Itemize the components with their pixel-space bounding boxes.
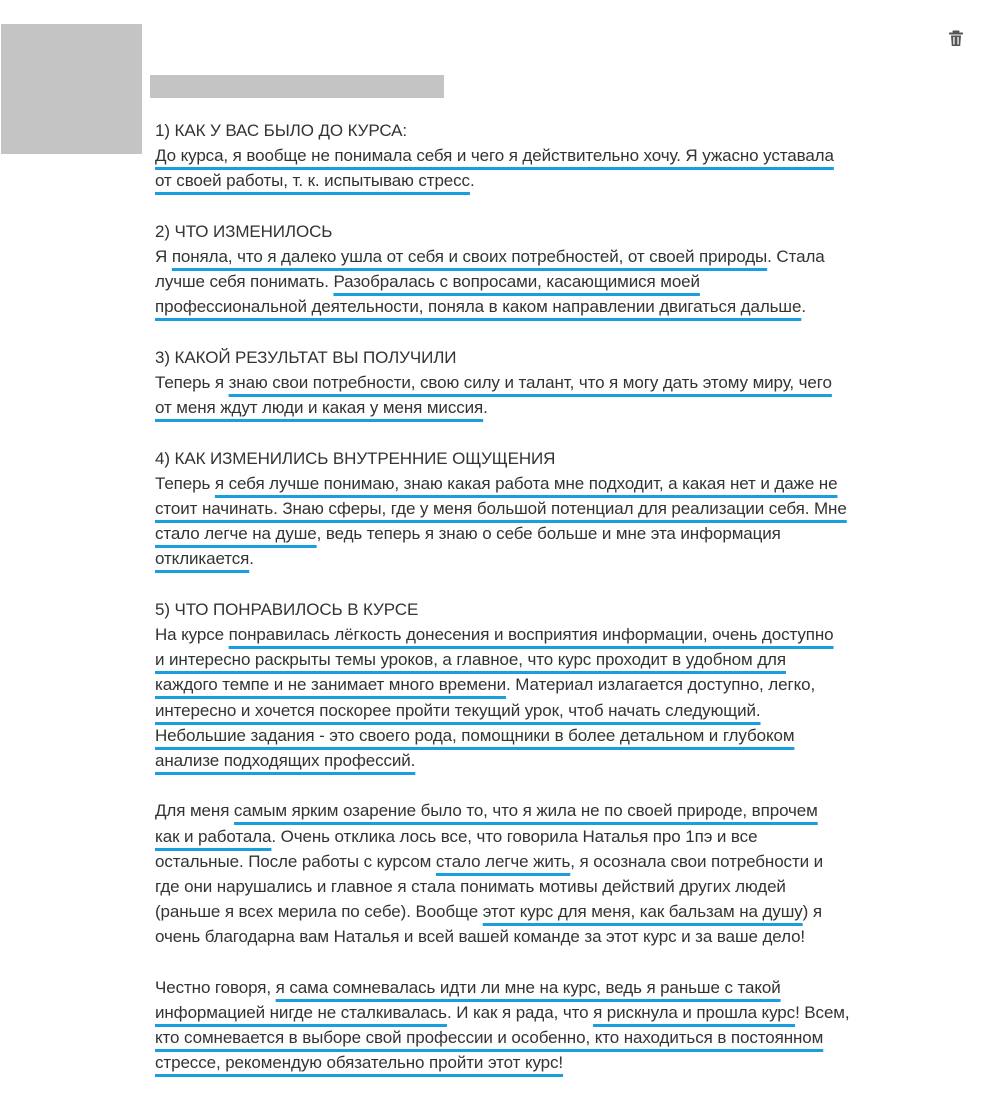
section-heading: 4) КАК ИЗМЕНИЛИСЬ ВНУТРЕННИЕ ОЩУЩЕНИЯ [155, 448, 556, 468]
review-line [155, 471, 915, 496]
review-line [155, 748, 915, 773]
review-line [155, 269, 915, 294]
review-paragraph [155, 219, 915, 320]
review-line [155, 698, 915, 723]
plain-text: Теперь [155, 473, 215, 493]
highlighted-text: стало легче жить [435, 851, 571, 871]
review-line [155, 798, 915, 823]
review-line [155, 924, 915, 949]
highlighted-text: я рискнула и прошла курс [593, 1003, 796, 1023]
highlighted-text: откликается [155, 549, 250, 569]
highlighted-text: знаю свои потребности, свою силу и талант, что я могу дать этому миру, чего [228, 373, 832, 392]
review-line [155, 723, 915, 748]
review-line [155, 521, 915, 546]
highlighted-text: До курса, я вообще не понимала себя и чего я действительно хочу. Я ужасно уставала [155, 146, 834, 166]
review-line [155, 899, 915, 924]
plain-text: . Стала [767, 247, 825, 266]
review-paragraph [155, 975, 915, 1076]
highlighted-text: информацией нигде не сталкивалась [155, 1003, 447, 1023]
plain-text: . И как я рада, что [446, 1003, 594, 1023]
highlighted-text: самым ярким озарение было то, что я жила не по своей природе, впрочем [233, 801, 818, 821]
plain-text: (раньше я всех мерила по себе). Вообще [155, 902, 483, 922]
review-line [155, 622, 915, 647]
review-line [155, 1025, 915, 1050]
review-line [155, 244, 915, 269]
review-line [155, 496, 915, 521]
highlighted-text: профессиональной деятельности, поняла в каком направлении двигаться дальше [155, 297, 802, 317]
section-heading: 2) ЧТО ИЗМЕНИЛОСЬ [155, 221, 333, 241]
reviewer-name-redacted [150, 75, 444, 98]
plain-text: . Очень отклика лось все, что говорила Наталья про 1пэ и все [271, 826, 758, 846]
plain-text: . Материал излагается доступно, легко, [506, 675, 816, 695]
review-paragraph [155, 446, 915, 572]
highlighted-text: я себя лучше понимаю, знаю какая работа мне подходит, а какая нет и даже не [214, 473, 838, 493]
plain-text: ) я [802, 902, 822, 922]
plain-text: . [249, 549, 254, 569]
plain-text: . [483, 398, 488, 418]
plain-text: Честно говоря, [155, 977, 276, 997]
plain-text: , я осознала свои потребности и [570, 851, 824, 871]
review-line [155, 672, 915, 697]
review-paragraph [155, 345, 915, 421]
review-line [155, 874, 915, 899]
highlighted-text: я сама сомневалась идти ли мне на курс, ведь я раньше с такой [275, 977, 781, 997]
review-line [155, 647, 915, 672]
plain-text: Я [155, 247, 172, 266]
highlighted-text: поняла, что я далеко ушла от себя и своих потребностей, от своей природы [171, 247, 768, 266]
review-line [155, 143, 915, 168]
highlighted-text: стрессе, рекомендую обязательно пройти этот курс! [155, 1053, 564, 1073]
review-line [155, 294, 915, 319]
review-line [155, 1000, 915, 1025]
review-line [155, 1050, 915, 1075]
highlighted-text: анализе подходящих профессий. [155, 751, 416, 771]
plain-text: Теперь я [155, 373, 229, 392]
plain-text: . [469, 171, 475, 191]
highlighted-text: этот курс для меня, как бальзам на душу [482, 902, 803, 922]
plain-text: лучше себя понимать. [155, 272, 334, 292]
plain-text: Для меня [155, 801, 234, 821]
highlighted-text: Небольшие задания - это своего рода, помощники в более детальном и глубоком [155, 725, 795, 745]
review-paragraph [155, 118, 915, 194]
plain-text: , ведь теперь я знаю о себе больше и мне эта информация [316, 524, 781, 544]
highlighted-text: понравилась лёгкость донесения и восприятия информации, очень доступно [228, 625, 834, 644]
trash-icon [946, 28, 966, 48]
review-line [155, 849, 915, 874]
plain-text: где они нарушались и главное я стала понимать мотивы действий других людей [155, 877, 786, 897]
review-text [155, 118, 915, 1101]
plain-text: остальные. После работы с курсом [155, 851, 436, 871]
plain-text: . [801, 297, 806, 317]
review-line [155, 395, 915, 420]
plain-text: ! Всем, [795, 1003, 850, 1023]
highlighted-text: Разобралась с вопросами, касающимися моей [333, 272, 700, 292]
highlighted-text: интересно и хочется поскорее пройти текущий урок, чтоб начать следующий. [155, 700, 761, 720]
review-paragraph [155, 798, 915, 949]
highlighted-text: стало легче на душе [155, 524, 317, 544]
avatar [1, 24, 142, 154]
plain-text: очень благодарна вам Наталья и всей вашей команде за этот курс и за ваше дело! [155, 927, 806, 947]
highlighted-text: каждого темпе и не занимает много времени [155, 675, 506, 695]
review-line [155, 824, 915, 849]
review-line [155, 975, 915, 1000]
highlighted-text: от своей работы, т. к. испытываю стресс [155, 171, 470, 191]
highlighted-text: от меня ждут люди и какая у меня миссия [155, 398, 484, 418]
section-heading: 3) КАКОЙ РЕЗУЛЬТАТ ВЫ ПОЛУЧИЛИ [155, 347, 457, 367]
section-heading: 1) КАК У ВАС БЫЛО ДО КУРСА: [155, 121, 408, 140]
highlighted-text: стоит начинать. Знаю сферы, где у меня большой потенциал для реализации себя. Мне [155, 499, 847, 518]
plain-text: На курсе [155, 625, 229, 644]
review-line [155, 546, 915, 571]
review-line [155, 168, 915, 193]
review-paragraph [155, 597, 915, 773]
section-heading: 5) ЧТО ПОНРАВИЛОСЬ В КУРСЕ [155, 599, 419, 619]
highlighted-text: и интересно раскрыты темы уроков, а главное, что курс проходит в удобном для [155, 650, 786, 670]
delete-button[interactable] [946, 28, 966, 48]
review-line [155, 370, 915, 395]
highlighted-text: как и работала [155, 826, 272, 846]
highlighted-text: кто сомневается в выборе свой профессии и особенно, кто находиться в постоянном [155, 1028, 824, 1048]
